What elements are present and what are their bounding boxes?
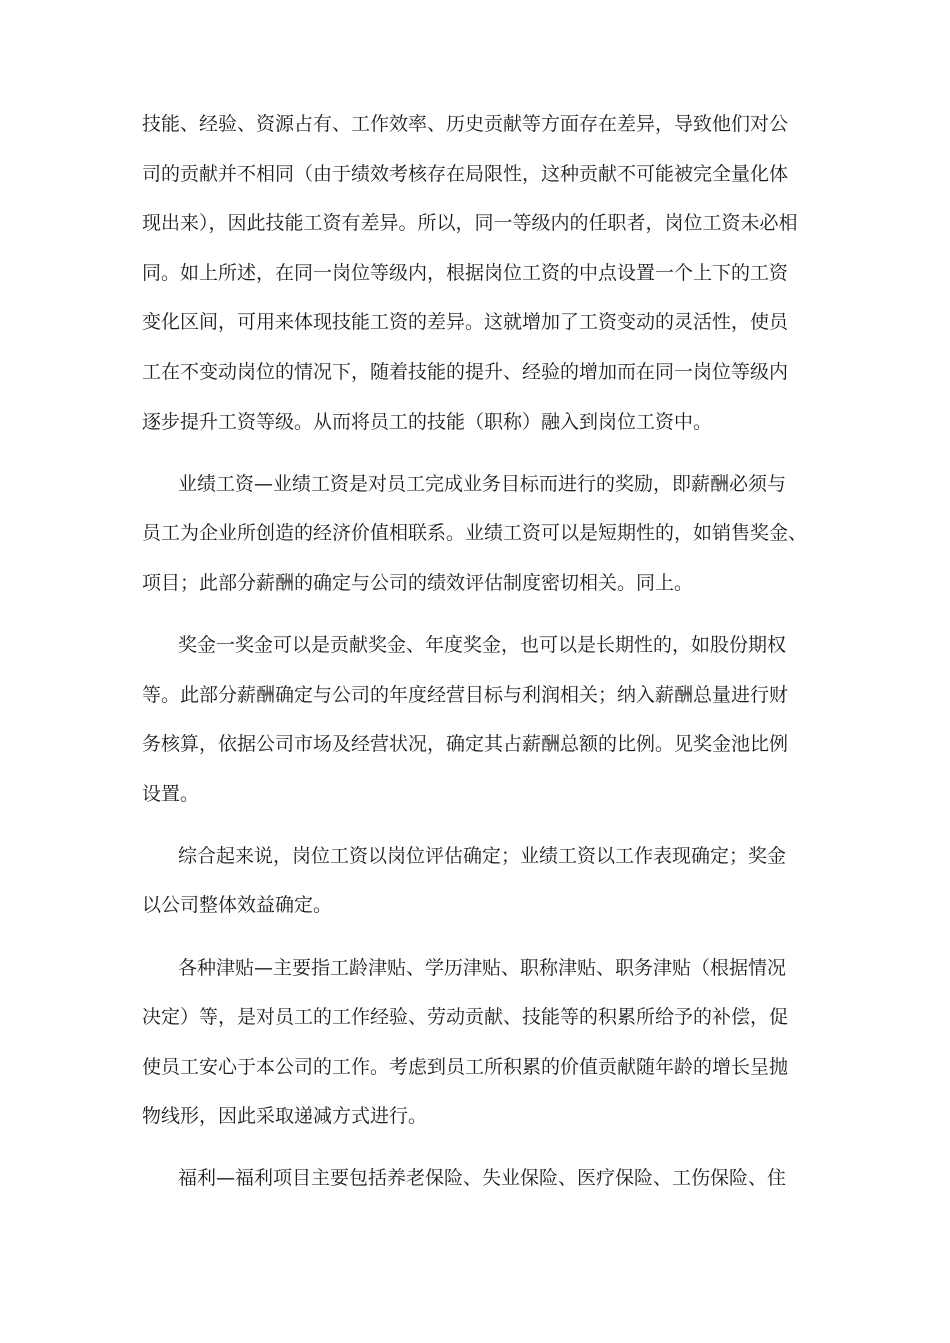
text-line: 物线形，因此采取递减方式进行。 (142, 1105, 428, 1128)
text-line: 综合起来说，岗位工资以岗位评估确定；业绩工资以工作表现确定；奖金 (178, 844, 787, 867)
paragraph-summary (142, 832, 814, 931)
paragraph-gap (142, 608, 814, 621)
text-line: 技能、经验、资源占有、工作效率、历史贡献等方面存在差异，导致他们对公 (142, 113, 789, 135)
text-line: 工在不变动岗位的情况下，随着技能的提升、经验的增加而在同一岗位等级内 (142, 360, 789, 383)
text-line: 各种津贴—主要指工龄津贴、学历津贴、职称津贴、职务津贴（根据情况 (178, 956, 787, 979)
paragraph-allowances (142, 944, 814, 1142)
paragraph-welfare (142, 1154, 814, 1204)
paragraph-bonus (142, 621, 814, 819)
text-line: 设置。 (142, 782, 200, 805)
paragraph-performance-wage (142, 460, 814, 609)
paragraph-skill-wage-continued (142, 100, 814, 447)
text-line: 同。如上所述，在同一岗位等级内，根据岗位工资的中点设置一个上下的工资 (142, 261, 789, 284)
paragraph-gap (142, 819, 814, 832)
text-line: 员工为企业所创造的经济价值相联系。业绩工资可以是短期性的，如销售奖金、 (142, 522, 808, 545)
text-line: 以公司整体效益确定。 (142, 894, 333, 917)
text-line: 业绩工资—业绩工资是对员工完成业务目标而进行的奖励，即薪酬必须与 (178, 472, 787, 495)
paragraph-gap (142, 931, 814, 944)
text-line: 务核算，依据公司市场及经营状况，确定其占薪酬总额的比例。见奖金池比例 (142, 733, 789, 756)
text-line: 司的贡献并不相同（由于绩效考核存在局限性，这种贡献不可能被完全量化体 (142, 162, 789, 185)
text-line: 变化区间，可用来体现技能工资的差异。这就增加了工资变动的灵活性，使员 (142, 311, 789, 334)
text-line: 等。此部分薪酬确定与公司的年度经营目标与利润相关；纳入薪酬总量进行财 (142, 683, 789, 706)
text-line: 项目；此部分薪酬的确定与公司的绩效评估制度密切相关。同上。 (142, 571, 694, 594)
paragraph-gap (142, 447, 814, 460)
text-line: 现出来），因此技能工资有差异。所以，同一等级内的任职者，岗位工资未必相 (142, 212, 798, 235)
text-line: 奖金一奖金可以是贡献奖金、年度奖金，也可以是长期性的，如股份期权 (178, 633, 787, 656)
text-line: 决定）等，是对员工的工作经验、劳动贡献、技能等的积累所给予的补偿，促 (142, 1006, 789, 1029)
document-body (142, 100, 814, 1204)
text-line: 使员工安心于本公司的工作。考虑到员工所积累的价值贡献随年龄的增长呈抛 (142, 1055, 789, 1078)
paragraph-gap (142, 1142, 814, 1155)
text-line: 福利—福利项目主要包括养老保险、失业保险、医疗保险、工伤保险、住 (178, 1167, 787, 1190)
text-line: 逐步提升工资等级。从而将员工的技能（职称）融入到岗位工资中。 (142, 410, 713, 433)
